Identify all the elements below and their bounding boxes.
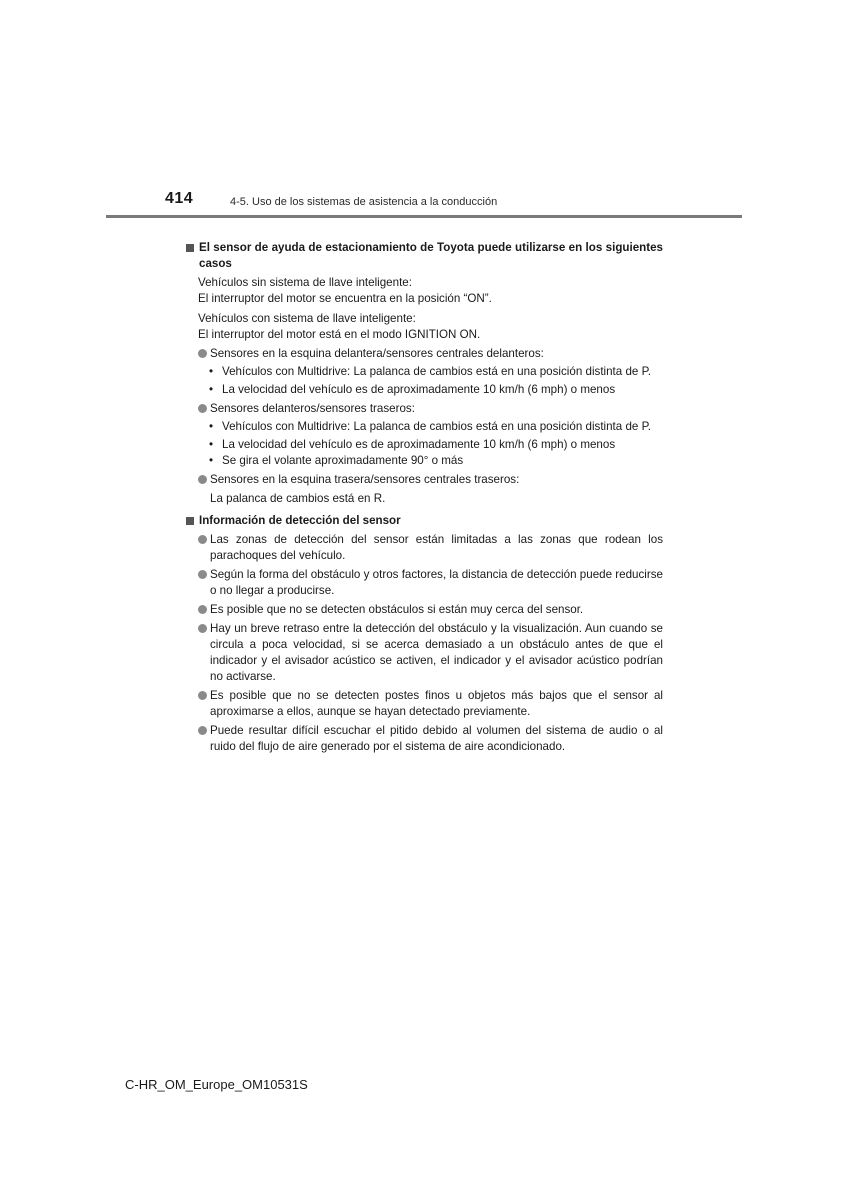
list-item-text: Sensores en la esquina delantera/sensores centrales delanteros: <box>210 347 544 360</box>
list-item-text: Hay un breve retraso entre la detección del obstáculo y la visualización. Aun cuando se circula a poca velocidad, si se acerca demasiado a un obstáculo antes de que el indicador y el avisador acústico se activen, el indicador y el avisador acústico podrían no activarse. <box>210 622 663 683</box>
list-item <box>185 723 663 755</box>
heading-text: El sensor de ayuda de estacionamiento de Toyota puede utilizarse en los siguientes casos <box>199 241 663 270</box>
list-item <box>185 688 663 720</box>
paragraph-line: Vehículos sin sistema de llave inteligente: <box>198 276 412 289</box>
sub-list-item-text: La velocidad del vehículo es de aproximadamente 10 km/h (6 mph) o menos <box>222 438 616 451</box>
square-bullet-icon <box>186 517 194 525</box>
heading-text: Información de detección del sensor <box>199 514 401 527</box>
list-item <box>185 602 663 618</box>
list-item-text: Las zonas de detección del sensor están limitadas a las zonas que rodean los parachoques del vehículo. <box>210 533 663 562</box>
sub-list-item-text: Vehículos con Multidrive: La palanca de cambios está en una posición distinta de P. <box>222 365 652 378</box>
list-item-text: Sensores en la esquina trasera/sensores centrales traseros: <box>210 473 520 486</box>
paragraph-line: El interruptor del motor se encuentra en la posición “ON”. <box>198 292 492 305</box>
list-item-text: Es posible que no se detecten postes finos u objetos más bajos que el sensor al aproximarse a ellos, aunque se hayan detectado previamente. <box>210 689 663 718</box>
list-item-text: Según la forma del obstáculo y otros factores, la distancia de detección puede reducirse o no llegar a producirse. <box>210 568 663 597</box>
sub-list-item-text: Se gira el volante aproximadamente 90° o más <box>222 454 464 467</box>
section-title: 4-5. Uso de los sistemas de asistencia a la conducción <box>230 196 498 208</box>
list-item-front-corner-sensors <box>185 346 663 362</box>
circle-bullet-icon <box>198 570 207 579</box>
paragraph-no-smart-key <box>185 275 663 307</box>
circle-bullet-icon <box>198 475 207 484</box>
circle-bullet-icon <box>198 535 207 544</box>
list-item <box>185 532 663 564</box>
circle-bullet-icon <box>198 691 207 700</box>
square-bullet-icon <box>186 244 194 252</box>
list-item-rear-corner-sensors <box>185 472 663 488</box>
list-item <box>185 621 663 685</box>
list-item-text: Puede resultar difícil escuchar el pitido debido al volumen del sistema de audio o al ruido del flujo de aire generado por el sistema de aire acondicionado. <box>210 724 663 753</box>
dot-bullet-icon: • <box>209 365 214 378</box>
sub-list-item-text: Vehículos con Multidrive: La palanca de cambios está en una posición distinta de P. <box>222 420 652 433</box>
sub-list-item <box>185 419 663 435</box>
sub-list-item <box>185 364 663 380</box>
list-item <box>185 567 663 599</box>
sub-list-item <box>185 453 663 469</box>
dot-bullet-icon: • <box>209 420 214 433</box>
section-heading-usage-cases <box>185 240 663 272</box>
circle-bullet-icon <box>198 349 207 358</box>
rear-sensor-condition: La palanca de cambios está en R. <box>210 492 386 505</box>
header-divider <box>106 215 742 218</box>
paragraph-smart-key <box>185 311 663 343</box>
page-number: 414 <box>165 190 194 207</box>
document-code: C-HR_OM_Europe_OM10531S <box>125 1077 308 1092</box>
paragraph-line: El interruptor del motor está en el modo IGNITION ON. <box>198 328 481 341</box>
dot-bullet-icon: • <box>209 454 214 467</box>
circle-bullet-icon <box>198 404 207 413</box>
sub-list-item <box>185 382 663 398</box>
dot-bullet-icon: • <box>209 438 214 451</box>
list-item-text: Es posible que no se detecten obstáculos si están muy cerca del sensor. <box>210 603 584 616</box>
list-item-text: Sensores delanteros/sensores traseros: <box>210 402 415 415</box>
list-item-front-rear-sensors <box>185 401 663 417</box>
dot-bullet-icon: • <box>209 383 214 396</box>
section-heading-detection-info <box>185 513 663 529</box>
sub-list-item-text: La velocidad del vehículo es de aproximadamente 10 km/h (6 mph) o menos <box>222 383 616 396</box>
circle-bullet-icon <box>198 605 207 614</box>
circle-bullet-icon <box>198 726 207 735</box>
circle-bullet-icon <box>198 624 207 633</box>
page-content <box>185 236 663 755</box>
sub-list-item <box>185 437 663 453</box>
paragraph-line: Vehículos con sistema de llave inteligente: <box>198 312 416 325</box>
